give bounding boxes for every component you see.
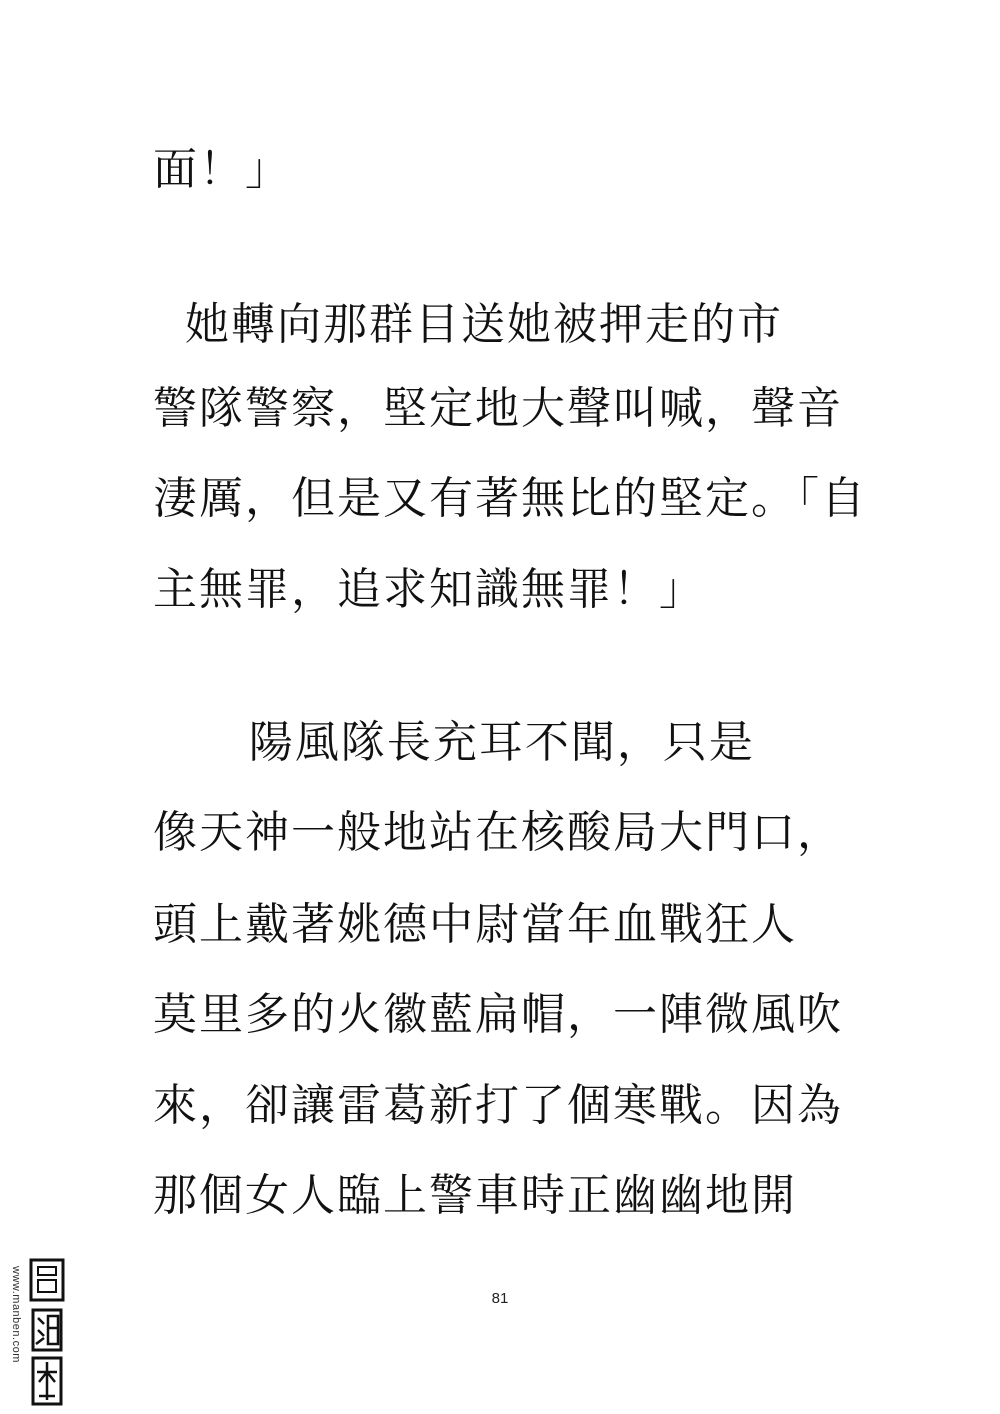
watermark-url: www.manben.com (10, 1266, 22, 1363)
watermark-logo-icon (28, 1258, 66, 1408)
watermark (6, 1258, 66, 1408)
text-line-3: 警隊警察，堅定地大聲叫喊，聲音 (153, 383, 843, 434)
text-line-11: 那個女人臨上警車時正幽幽地開 (153, 1170, 797, 1221)
text-line-6: 陽風隊長充耳不聞，只是 (153, 717, 755, 768)
text-line-2: 她轉向那群目送她被押走的市 (153, 299, 783, 350)
text-line-4: 淒厲，但是又有著無比的堅定。「自 (153, 473, 867, 524)
text-line-7: 像天神一般地站在核酸局大門口， (153, 807, 843, 858)
text-line-9: 莫里多的火徽藍扁帽，一陣微風吹 (153, 989, 843, 1040)
text-line-10: 來，卻讓雷葛新打了個寒戰。因為 (153, 1080, 843, 1131)
page-number: 81 (491, 1290, 509, 1307)
text-line-5: 主無罪，追求知識無罪！」 (153, 564, 705, 615)
text-line-1: 面！」 (153, 144, 291, 195)
text-line-8: 頭上戴著姚德中尉當年血戰狂人 (153, 899, 797, 950)
